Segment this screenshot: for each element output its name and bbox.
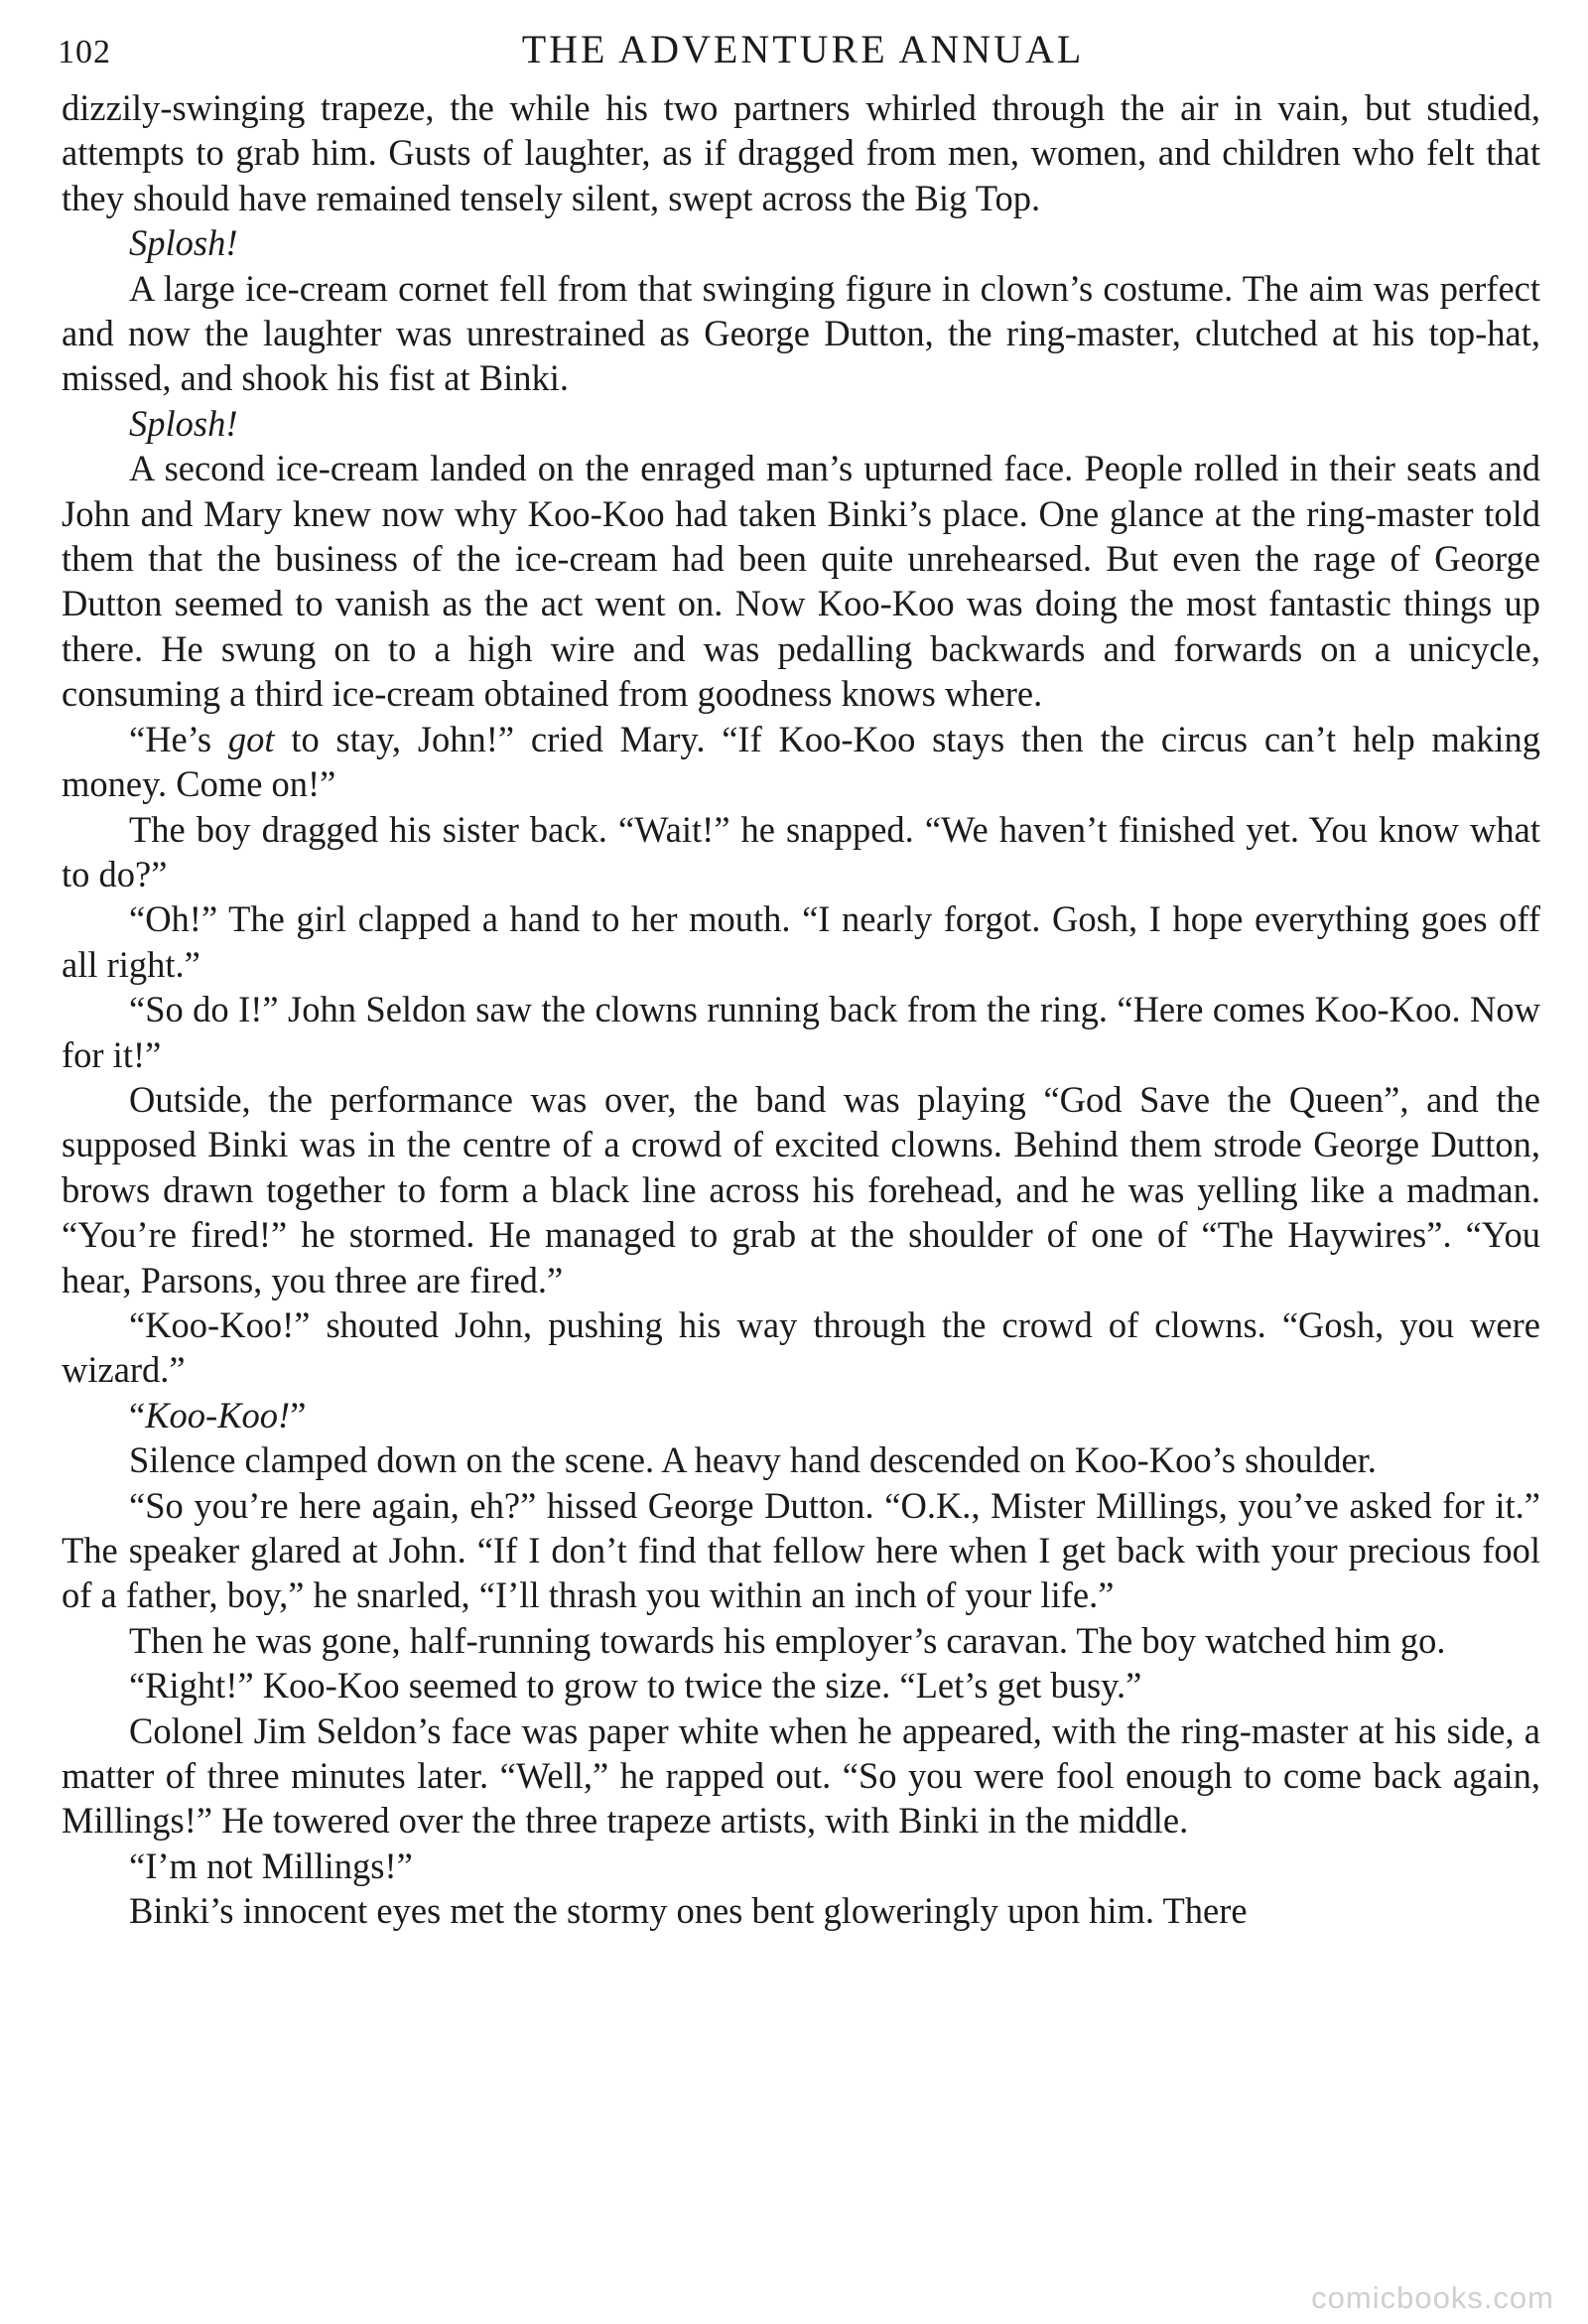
paragraph: “I’m not Millings!” bbox=[129, 1845, 413, 1886]
paragraph-continuation: dizzily-swinging trapeze, the while his two partners whirled through the air in vain, but studied, attempts to grab him. Gusts of laughter, as if dragged from men, women, and children who felt that they should have remained tensely silent, swept across the Big Top. bbox=[62, 87, 1540, 218]
paragraph: “So you’re here again, eh?” hissed George Dutton. “O.K., Mister Millings, you’ve asked for it.” The speaker glared at John. “If I don’t find that fellow here when I get back with your precious fool of a father, boy,” he snarled, “I’ll thrash you within an inch of your life.” bbox=[62, 1484, 1540, 1616]
paragraph: “Right!” Koo-Koo seemed to grow to twice the size. “Let’s get busy.” bbox=[129, 1665, 1142, 1707]
sound-effect: Splosh! bbox=[129, 402, 238, 444]
paragraph-exclamation bbox=[62, 1393, 1540, 1437]
paragraph: Colonel Jim Seldon’s face was paper white when he appeared, with the ring-master at his side, a matter of three minutes later. “Well,” he rapped out. “So you were fool enough to come back again, Millings!” He towered over the three trapeze artists, with Binki in the middle. bbox=[62, 1709, 1540, 1842]
paragraph: Outside, the performance was over, the band was playing “God Save the Queen”, and the supposed Binki was in the centre of a crowd of excited clowns. Behind them strode George Dutton, brows drawn together to form a black line across his forehead, and he was yelling like a madman. “You’re fired!” he stormed. He managed to grab at the shoulder of one of “The Haywires”. “You hear, Parsons, you three are fired.” bbox=[62, 1078, 1540, 1300]
paragraph: A large ice-cream cornet fell from that swinging figure in clown’s costume. The aim was perfect and now the laughter was unrestrained as George Dutton, the ring-master, clutched at his top-hat, missed, and shook his fist at Binki. bbox=[62, 267, 1540, 399]
paragraph: A second ice-cream landed on the enraged man’s upturned face. People rolled in their seats and John and Mary knew now why Koo-Koo had taken Binki’s place. One glance at the ring-master told them that the business of the ice-cream had been quite unrehearsed. But even the rage of George Dutton seemed to vanish as the act went on. Now Koo-Koo was doing the most fantastic things up there. He swung on to a high wire and was pedalling backwards and forwards on a unicycle, consuming a third ice-cream obtained from goodness knows where. bbox=[62, 448, 1540, 715]
quote-mark: “ bbox=[129, 1394, 146, 1435]
dialogue-part: to stay, John!” cried Mary. “If Koo-Koo stays then the circus can’t help making money. Come on!” bbox=[62, 718, 1541, 805]
paragraph-dialogue bbox=[62, 717, 1540, 807]
page-number: 102 bbox=[58, 34, 111, 70]
page-header bbox=[58, 22, 1548, 71]
paragraph: “Koo-Koo!” shouted John, pushing his way through the crowd of clowns. “Gosh, you were wizard.” bbox=[62, 1303, 1540, 1391]
emphasis: got bbox=[227, 718, 275, 759]
paragraph: The boy dragged his sister back. “Wait!” he snapped. “We haven’t finished yet. You know what to do?” bbox=[62, 808, 1540, 894]
story-text bbox=[62, 85, 1540, 1934]
paragraph-sound-effect bbox=[62, 220, 1540, 265]
quote-mark: ” bbox=[290, 1394, 307, 1435]
paragraph: Silence clamped down on the scene. A heavy hand descended on Koo-Koo’s shoulder. bbox=[129, 1439, 1377, 1481]
watermark: comicbooks.com bbox=[1311, 2280, 1554, 2315]
paragraph-sound-effect bbox=[62, 401, 1540, 446]
paragraph: Then he was gone, half-running towards his employer’s caravan. The boy watched him go. bbox=[129, 1619, 1446, 1661]
dialogue-part: “He’s bbox=[129, 718, 228, 759]
emphasis: Koo-Koo! bbox=[145, 1394, 291, 1435]
paragraph: Binki’s innocent eyes met the stormy ones bent gloweringly upon him. There bbox=[129, 1890, 1248, 1932]
running-title: THE ADVENTURE ANNUAL bbox=[521, 27, 1085, 71]
sound-effect: Splosh! bbox=[129, 222, 238, 264]
paragraph: “So do I!” John Seldon saw the clowns running back from the ring. “Here comes Koo-Koo. Now for it!” bbox=[62, 989, 1540, 1075]
paragraph: “Oh!” The girl clapped a hand to her mouth. “I nearly forgot. Gosh, I hope everything goes off all right.” bbox=[62, 898, 1540, 985]
